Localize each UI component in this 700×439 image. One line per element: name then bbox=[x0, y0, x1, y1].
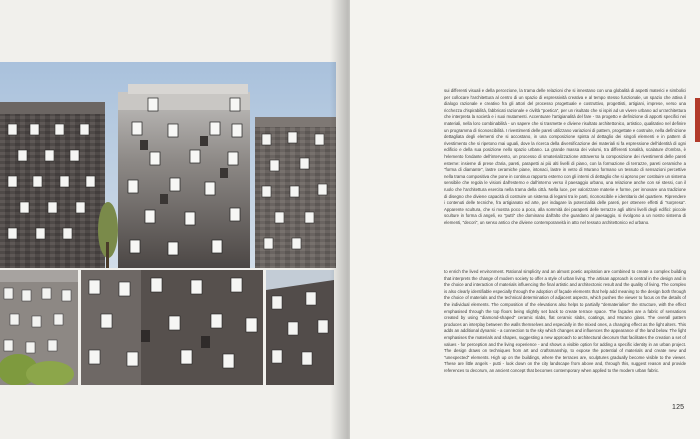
chapter-accent-tab bbox=[695, 98, 700, 142]
main-building-photo bbox=[0, 62, 336, 268]
facade-detail-photo-left bbox=[0, 270, 78, 385]
facade-detail-photo-right bbox=[266, 270, 334, 385]
facade-right-illustration bbox=[266, 270, 334, 385]
italian-text-block: sui differenti visuali e della percezione, la trama delle relazioni che si innestano con una globalità di aspetti materici e simbolici per collocare l'architettura al centro di un spazio di espressività creativa e al tempo stesso funzionale, un spazio che attiva il dialogo razionale e creativo fra gli attori del processo progettuale e costruttivo, progettisti, artigiani, imprese, verso una ricchezza d'ispirabilità, fabbricati razionale e civiltà "poetica", per un risultato che si ispiri ad un vivere urbano ad un'architettura che interpreta la società e i suoi mutamenti. Accentuare l'artigianalità del fare - tra progetto e definizione di apporti specifici nei materiali, nella loro combinabilità - un sapere che si trasmette e diviene risultato architettonico, artistico, qualitativo nel definire un programma di riconoscibilità. I rivestimenti delle pareti utilizzano variazioni di pattern, progettate e costruite, nella definizione dettagliata degli elementi che si accostano, in una composizione spinta al dettaglio dei singoli elementi e in pattern di rivestimento che si ripetono mai uguali, dove la ricerca della diversificazione dei materiali si fa espressione dell'identità di ogni edificio e della sua posizione nello spazio urbano. La grande massa dei volumi, tra differenti tonalità, scalature d'ombra, è l'elemento fondante dell'intervento, un processo di smaterializzazione attraverso la composizione dei rivestimenti delle pareti esterne: insieme di prese d'aria, pareti, parapetti ai più alti livelli di piano, con la formazione di terrazze, pareti ceramiche a "forma di diamante", lastre ceramiche piane, intonaci, lastre in vetro di Murano formano un tessuto di sensazioni percettive nella trama compositiva che pone in continuo rapporto esterno con gli interni di dettaglio che si aprono per costituire un sistema sensibile che regola le visioni dall'esterno e dall'interno verso il paesaggio urbano, una relazione anche con sé stessi, con il ruolo che l'architettura esercita nella trama della città. Nella luce, per valorizzare materie e forme, per innovare una tradizione di disegno che diviene capacità di costruire un sistema di legami tra le parti, riconoscibile e identitario del quartiere. Riprendere i contenuti delle tecniche, fra artigianato ed arte, per indagare la potenzialità delle pareti, per ottenere effetti di "sorpresa". Apparente scultura, che si mostra poco a poco, alla sommità dei paraperti delle terrazze agli ultimi livelli degli edifici: piccole sculture in forma di angeli, ex "putti" che dominano dall'alto che guardano al paesaggio, si rivolgono a un nostro sistema di elementi, "decori", un senso antico che diviene contemporaneità in atto nel tessuto architettonico ed urbano. bbox=[444, 88, 686, 225]
english-text-block: to enrich the lived environment. Rational simplicity and an almost poetic aspiration are combined to create a complex building that interprets the change of modern society to offer a style of urban living. The artisan approach is central in the design and in the choice and interaction of materials influencing the final artistic and architectonic result and the quality of living. The complex is also clearly identifiable especially through the adoption of façade elements that help add meaning to the design both through the choice of materials and the technical determination of adjacent aspects, which pushes the viewer to focus on the details of the individual elements. The composition of the elevations also helps to partially "dematerialise" the structure, with the effect emphasised through the top floors being slightly set back to create terrace space. The façades are a fabric of sensations created by using "diamond-shaped" ceramic slabs, flat ceramic slabs, coatings, and Murano glass. The overall pattern produces an interplay between the walls themselves and especially in the mixed ones, a changing effect as the light alters. This adds an additional dynamic - a connection to the sky which changes and influences the appearance of the land below. The light emphasises the materials and shapes, suggesting a new approach to architectural decorum that facilitates the creation a set of values - for perception and the living experience - and shows a visible option for adding a specific identity in an urban project. The design draws on techniques from art and craftsmanship, to expose the potential of materials and create new and "unexpected" elements. High up on the buildings, where the terraces are, sculptures gradually become visible to the viewer. These are little angels - putti - look down on the city landscape from above and, through this, suggest reason and provide references to decorum, an ancient concept that becomes contemporary when applied to the modern urban fabric. bbox=[444, 269, 686, 373]
page-number: 125 bbox=[672, 404, 685, 411]
facade-center-illustration bbox=[81, 270, 263, 385]
facade-detail-photo-center bbox=[81, 270, 263, 385]
main-building-illustration bbox=[0, 62, 336, 268]
facade-left-illustration bbox=[0, 270, 78, 385]
